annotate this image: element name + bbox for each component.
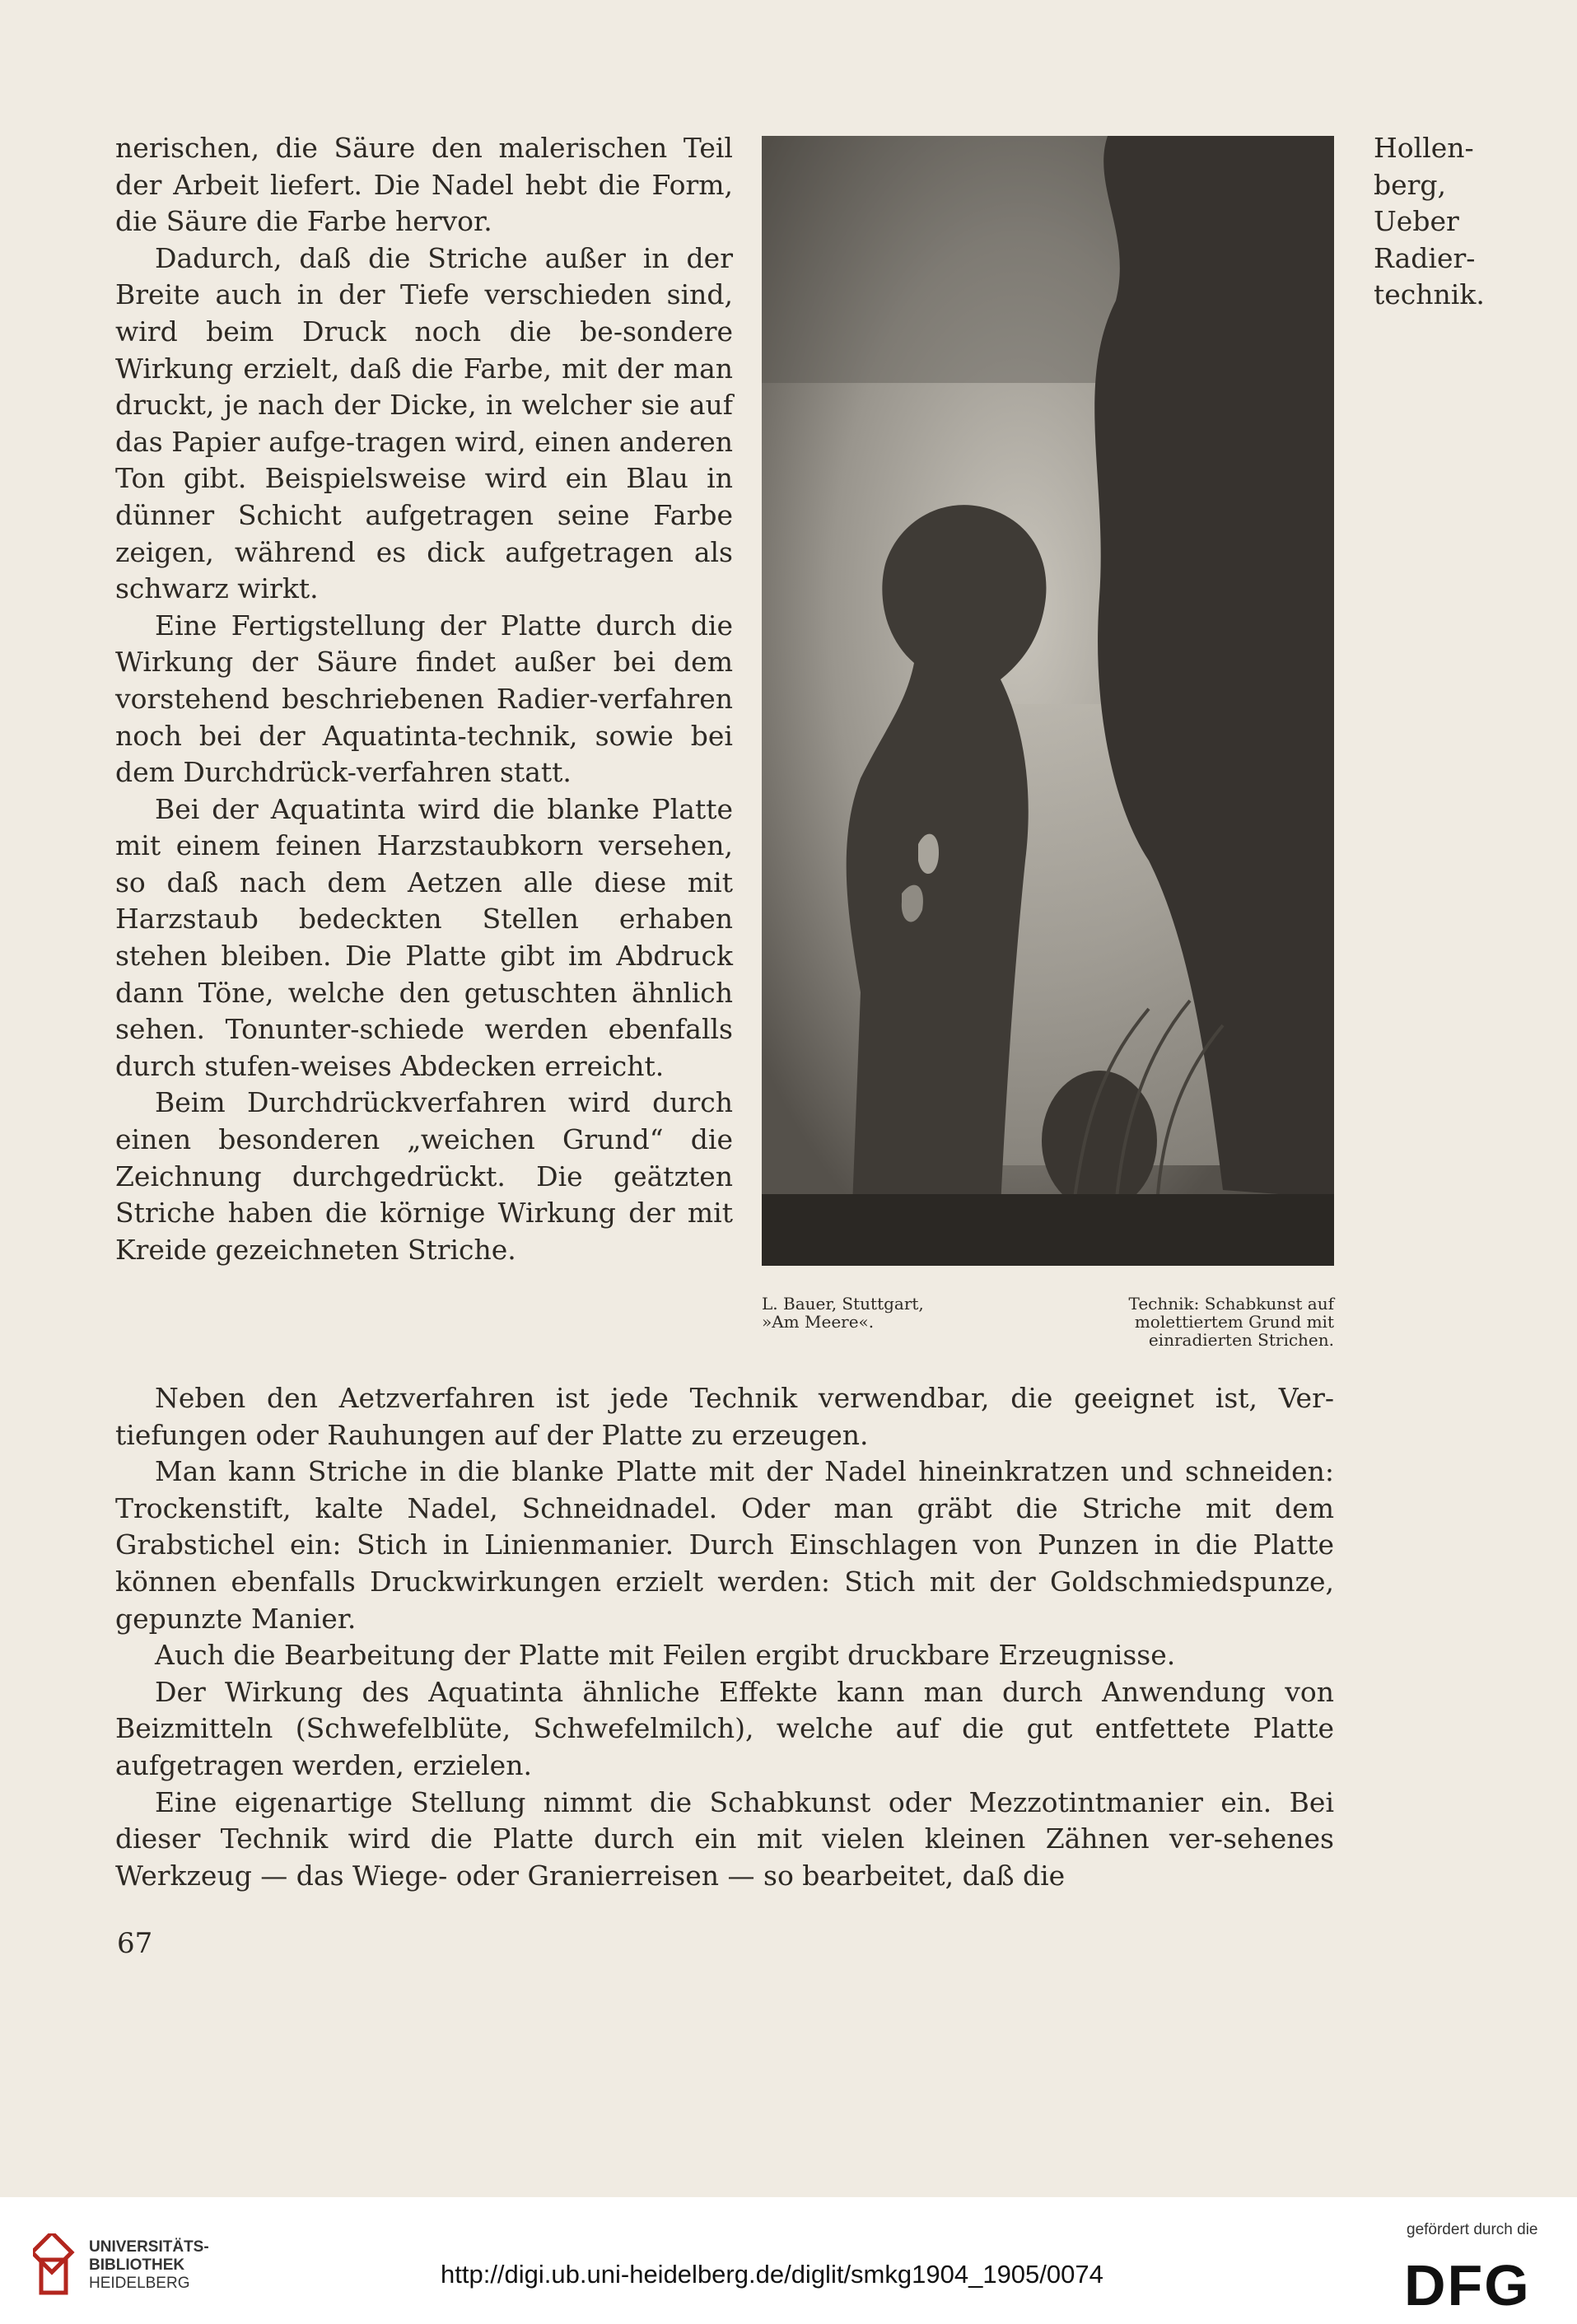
margin-note-line: Radier- bbox=[1374, 241, 1476, 274]
body-text-column bbox=[115, 130, 733, 1268]
paragraph: Man kann Striche in die blanke Platte mit der Nadel hineinkratzen und schneiden: Trockenstift, kalte Nadel, Schneidnadel. Oder man gräbt die Striche mit dem Grabstichel ein: Stich in Linienmanier. Durch Einschlagen von Punzen in die Platte können ebenfalls Druckwirkungen erzielt werden: Stich mit der Goldschmiedspunze, gepunzte Manier. bbox=[115, 1455, 1334, 1635]
caption-line: Technik: Schabkunst auf bbox=[1128, 1294, 1334, 1314]
figure-caption-artist bbox=[762, 1295, 1009, 1331]
caption-line: molettiertem Grund mit bbox=[1134, 1312, 1334, 1332]
paragraph: Auch die Bearbeitung der Platte mit Feilen ergibt druckbare Erzeugnisse. bbox=[155, 1639, 1176, 1672]
dfg-logo: DFG bbox=[1404, 2253, 1531, 2317]
paragraph: Der Wirkung des Aquatinta ähnliche Effekte kann man durch Anwendung von Beizmitteln (Schwefelblüte, Schwefelmilch), welche auf die gut entfettete Platte aufgetragen werden, erzielen. bbox=[115, 1675, 1334, 1781]
library-name-line: UNIVERSITÄTS- bbox=[89, 2238, 209, 2256]
library-name bbox=[89, 2238, 209, 2293]
paragraph: Neben den Aetzverfahren ist jede Technik verwendbar, die geeignet ist, Ver-tiefungen oder Rauhungen auf der Platte zu erzeugen. bbox=[115, 1382, 1334, 1451]
caption-line: einradierten Strichen. bbox=[1148, 1330, 1334, 1350]
library-name-line: BIBLIOTHEK bbox=[89, 2256, 185, 2274]
library-name-line: HEIDELBERG bbox=[89, 2275, 190, 2292]
paragraph: Beim Durchdrückverfahren wird durch einen besonderen „weichen Grund“ die Zeichnung durchgedrückt. Die geätzten Striche haben die körnige Wirkung der mit Kreide gezeichneten Striche. bbox=[115, 1086, 733, 1266]
university-library-logo-icon bbox=[33, 2233, 76, 2298]
body-text-full-width bbox=[115, 1380, 1334, 1894]
illustration-image bbox=[762, 136, 1334, 1266]
page-number: 67 bbox=[117, 1927, 153, 1960]
caption-line: L. Bauer, Stuttgart, bbox=[762, 1294, 924, 1314]
margin-note-line: Hollen- bbox=[1374, 132, 1474, 164]
funding-note: gefördert durch die bbox=[1407, 2221, 1538, 2238]
margin-note-line: Ueber bbox=[1374, 205, 1459, 238]
paragraph: nerischen, die Säure den malerischen Teil der Arbeit liefert. Die Nadel hebt die Form, die Säure die Farbe hervor. bbox=[115, 132, 733, 238]
source-url-link[interactable]: http://digi.ub.uni-heidelberg.de/diglit/smkg1904_1905/0074 bbox=[441, 2260, 1103, 2289]
figure-caption-technique bbox=[1079, 1295, 1334, 1349]
caption-line: »Am Meere«. bbox=[762, 1312, 875, 1332]
mezzotint-illustration bbox=[762, 136, 1334, 1266]
paragraph: Eine eigenartige Stellung nimmt die Schabkunst oder Mezzotintmanier ein. Bei dieser Technik wird die Platte durch ein mit vielen kleinen Zähnen ver-sehenes Werkzeug — das Wiege- oder Granierreisen — so bearbeitet, daß die bbox=[115, 1785, 1334, 1892]
margin-note bbox=[1374, 130, 1505, 314]
paragraph: Eine Fertigstellung der Platte durch die Wirkung der Säure findet außer bei dem vorstehend beschriebenen Radier-verfahren noch bei der Aquatinta-technik, sowie bei dem Durchdrück-verfahren statt. bbox=[115, 609, 733, 789]
margin-note-line: berg, bbox=[1374, 168, 1447, 201]
paragraph: Bei der Aquatinta wird die blanke Platte mit einem feinen Harzstaubkorn versehen, so daß nach dem Aetzen alle diese mit Harzstaub bedeckten Stellen erhaben stehen bleiben. Die Platte gibt im Abdruck dann Töne, welche den getuschten ähnlich sehen. Tonunter-schiede werden ebenfalls durch stufen-weises Abdecken erreicht. bbox=[115, 792, 733, 1082]
paragraph: Dadurch, daß die Striche außer in der Breite auch in der Tiefe verschieden sind, wird beim Druck noch die be-sondere Wirkung erzielt, daß die Farbe, mit der man druckt, je nach der Dicke, in welcher sie auf das Papier aufge-tragen wird, einen anderen Ton gibt. Beispielsweise wird ein Blau in dünner Schicht aufgetragen seine Farbe zeigen, während es dick aufgetragen als schwarz wirkt. bbox=[115, 241, 733, 605]
margin-note-line: technik. bbox=[1374, 278, 1485, 311]
